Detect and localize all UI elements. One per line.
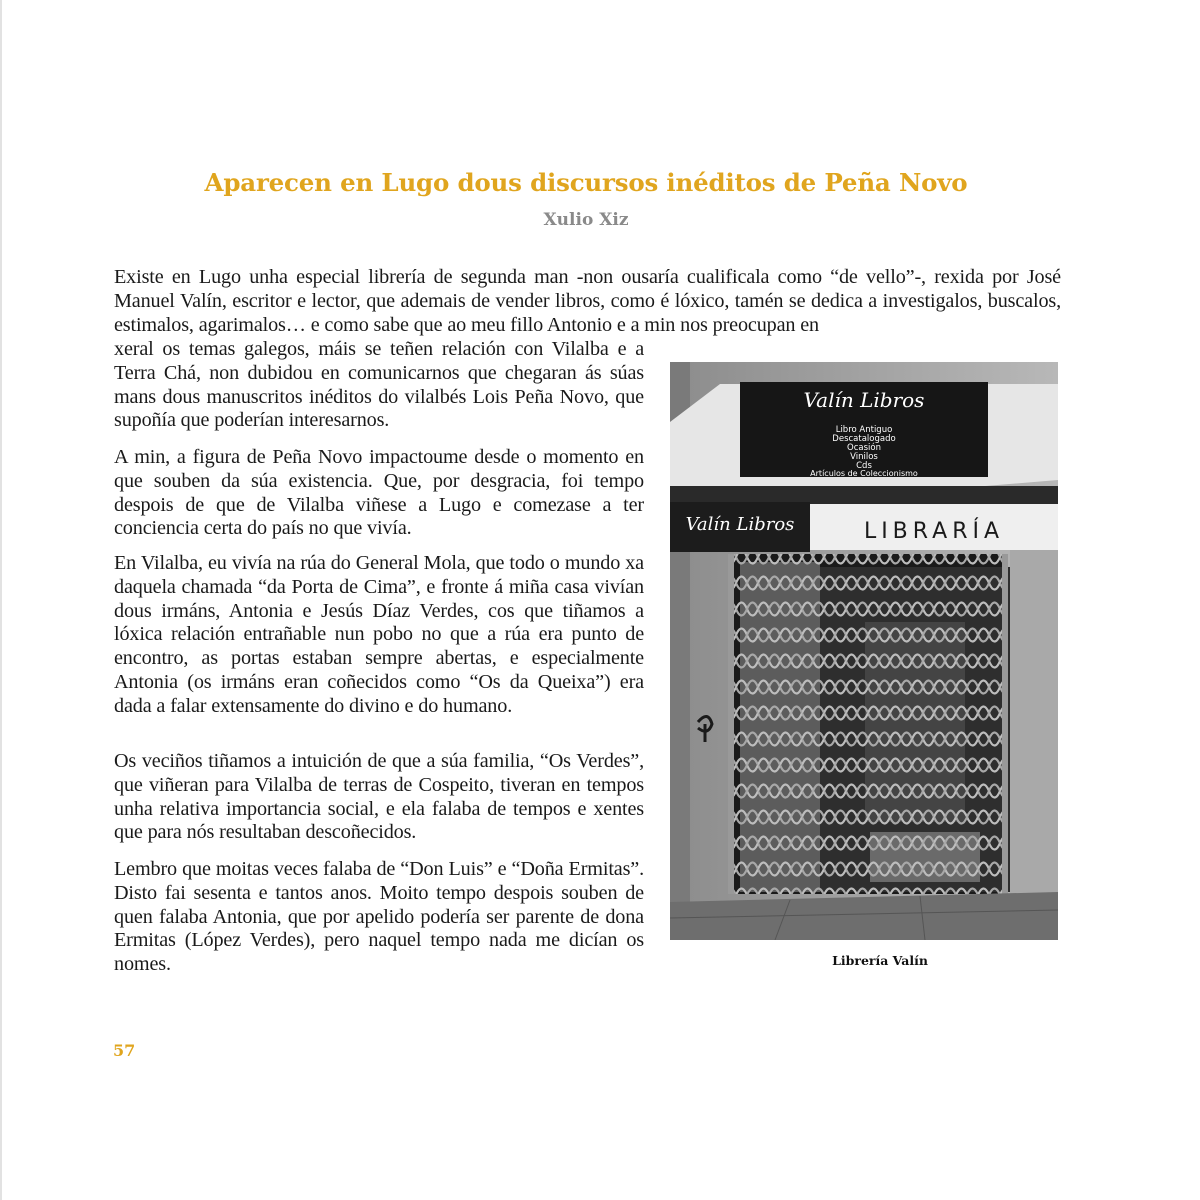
bookshop-photo xyxy=(670,362,1058,940)
paragraph-5: Os veciños tiñamos a intuición de que a súa familia, “Os Verdes”, que viñeran para Vilalba de terras de Cospeito, tiveran en tempos unha relativa importancia social, e ela falaba de tempos e xentes que para nós resultaban descoñecidos. xyxy=(114,750,644,844)
paragraph-3: A min, a figura de Peña Novo impactoume desde o momento en que souben da súa existencia. Que, por desgracia, foi tempo despois de que de Vilalba viñese a Lugo e comezase a ter conciencia certa do país no que vivía. xyxy=(114,446,644,540)
sign-item-3: Ocasión xyxy=(847,443,881,453)
sign-item-1: Libro Antiguo xyxy=(835,425,893,435)
paragraph-4: En Vilalba, eu vivía na rúa do General Mola, que todo o mundo xa daquela chamada “da Porta de Cima”, e fronte á miña casa vivían dous irmáns, Antonia e Jesús Díaz Verdes, cos que tiñamos a lóxica relación entrañable nun pobo no que a rúa era punto de encontro, as portas estaban sempre abertas, e especialmente Antonia (os irmáns eran coñecidos como “Os da Queixa”) era dada a falar extensamente do divino e do humano. xyxy=(114,552,644,717)
page-number: 57 xyxy=(113,1041,136,1060)
paragraph-2: xeral os temas galegos, máis se teñen relación con Vilalba e a Terra Chá, non dubidou en comunicarnos que chegaran ás súas mans dous manuscritos inéditos do vilalbés Lois Peña Novo, que supoñía que poderían interesarnos. xyxy=(114,338,644,432)
sign-brand: Valín Libros xyxy=(803,388,925,412)
paragraph-1: Existe en Lugo unha especial librería de segunda man -non ousaría cualificala como “de vello”-, rexida por José Manuel Valín, escritor e lector, que ademais de vender libros, como é lóxico, tamén se dedica a investigalos, buscalos, estimalos, agarimalos… e como sabe que ao meu fillo Antonio e a min nos preocupan en xyxy=(114,266,1061,336)
article-title: Aparecen en Lugo dous discursos inéditos de Peña Novo xyxy=(204,168,968,197)
sign-item-6: Artículos de Coleccionismo xyxy=(810,469,918,478)
photo-caption: Librería Valín xyxy=(832,953,928,968)
sign-item-5: Cds xyxy=(856,461,872,471)
awning-brand: Valín Libros xyxy=(685,514,795,535)
article-author: Xulio Xiz xyxy=(543,210,629,230)
paragraph-6: Lembro que moitas veces falaba de “Don Luis” e “Doña Ermitas”. Disto fai sesenta e tantos anos. Moito tempo despois souben de quen falaba Antonia, que por apelido podería ser parente de dona Ermitas (López Verdes), pero naquel tempo nada me dicían os nomes. xyxy=(114,858,644,976)
sign-item-4: Vinilos xyxy=(850,452,878,462)
sign-item-2: Descatalogado xyxy=(832,434,896,444)
awning-label: LIBRARÍA xyxy=(863,519,1005,544)
